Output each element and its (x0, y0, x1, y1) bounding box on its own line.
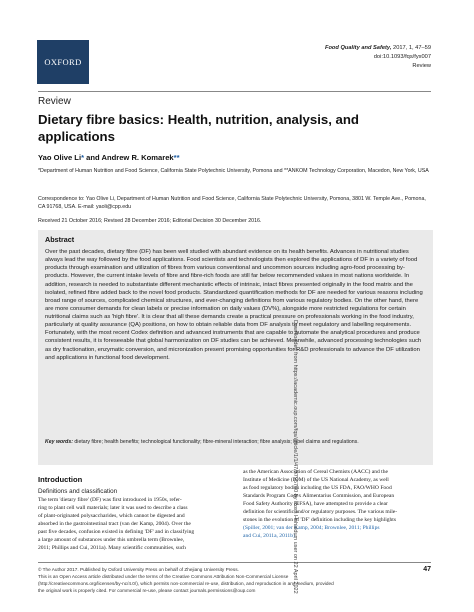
text-line: The term 'dietary fibre' (DF) was first introduced in 1950s, refer- (38, 497, 182, 503)
text-line: ring to plant cell wall materials; later it was used to describe a class (38, 505, 188, 512)
intro-heading: Introduction (38, 475, 83, 484)
citation-link[interactable]: and Cui, 2011a, 2011b) (243, 533, 295, 540)
article-title: Dietary fibre basics: Health, nutrition, analysis, and applications (38, 112, 359, 144)
text-line: of plant-originated polysaccharides, which cannot be digested and (38, 513, 185, 520)
author-conjunction: and (84, 153, 102, 162)
permissions-line: the original work is properly cited. For commercial re-use, please contact journals.permissions@oup.com (38, 588, 256, 593)
journal-citation: 2017, 1, 47–59 (391, 45, 431, 51)
license-url-line[interactable]: (http://creativecommons.org/licenses/by-nc/4.0/), which permits non-commercial re-use, distribution, and reproduction in any medium, provided (38, 581, 334, 586)
logo-text: OXFORD (44, 57, 82, 67)
text-line: stones in the evolution of 'DF' definition including the key highlights (243, 517, 396, 524)
author-mark: ** (173, 153, 180, 162)
article-type: Review (412, 63, 431, 69)
oxford-logo (37, 40, 89, 84)
footer-divider (38, 562, 431, 563)
copyright-line: © The Author 2017. Published by Oxford University Press on behalf of Zhejiang University Press. (38, 567, 239, 572)
text-line: as the American Association of Cereal Chemists (AACC) and the (243, 469, 388, 475)
section-label: Review (38, 96, 71, 107)
journal-name: Food Quality and Safety, (324, 45, 392, 51)
article-dates: Received 21 October 2016; Revised 28 December 2016; Editorial Decision 30 December 2016. (38, 218, 262, 224)
citation-link[interactable]: (Spiller, 2001; van der Kamp, 2004; Brownlee, 2011; Phillips (243, 525, 380, 532)
abstract-text: Over the past decades, dietary fibre (DF) has been well studied with abundant evidence on its health benefits. Advances in nutritional studies always lead the way followed by the food applications. Food scientists and technologists then explored the applications of DF in a variety of food products through examination and utilization of fibres from various conventional and uncommon sources including agro-food processing by-products. However, the current intake levels of fibre and fibre-rich foods are still far below recommended values in most nations worldwide. In addition, research is needed to substantiate different mechanistic effects of intrinsic, intact fibres presented originally in the food matrix and the isolated, refined fibre added back to the novel food products. Standardized quantification methods for DF are needed for various reasons including broad range of sources, complicated chemical structures, and ever-changing definitions from various regulatory bodies. On the other hand, there are more consumer demands for clean labels or precise information on daily values (DV%), alongside more restricted regulations for certain nutritional claims such as 'high fibre'. It is clear that all these demands create a practical pressure on professionals working in the food industry, particularly at quality assurance (QA) positions, on how to obtain reliable data from DF analysis to meet regulatory and labelling requirements. Fortunately, with the most recent Codex definition and advanced instruments that are capable to automate the analytical procedures and produce consistent results, it is foreseeable that global harmonization on DF studies can be achieved. Meanwhile, advanced processing technologies such as dry fractionation, enzymatic conversion, and micronization present promising opportunities for R&D professionals to advance the DF utilization and applications in functional food development. (45, 249, 423, 361)
journal-doi[interactable]: doi:10.1093/fqs/fyx007 (373, 54, 431, 60)
correspondence: Correspondence to: Yao Olive Li, Department of Human Nutrition and Food Science, California State Polytechnic University, Pomona, 3801 W. Temple Ave., Pomona, CA 91768, USA. E-mail: yaoli@cpp.edu (38, 196, 426, 211)
download-notice-text: Downloaded from https://academic.oup.com/fqs/article/1/1/47/3795700 by Ross Hohaldum user on 22 April 2022 (292, 320, 298, 594)
author-name[interactable]: Andrew R. Komarek (101, 153, 174, 162)
license-footer (38, 566, 433, 594)
text-line: past five decades, confusion existed in defining 'DF' and in classifying (38, 529, 195, 536)
text-line: definition for scientific and/or regulatory purposes. The various mile- (243, 509, 398, 516)
intro-right-column (243, 468, 433, 540)
author-mark: * (81, 153, 85, 162)
page-number: 47 (423, 566, 431, 573)
header-divider (38, 91, 431, 92)
text-line: a large amount of substances under this umbrella term (Brownlee, (38, 537, 185, 544)
keywords-list: dietary fibre; health benefits; technological functionality; fibre-mineral interaction; fibre analysis; label claims and regulations. (72, 439, 359, 445)
text-line: Institute of Medicine (IOM) of the US National Academy, as well (243, 477, 389, 484)
text-line: absorbed in the gastrointestinal tract (van der Kamp, 2004). Over the (38, 521, 191, 528)
text-line: 2011; Phillips and Cui, 2011a). Many scientific communities, such (38, 545, 186, 552)
text-line: Food Safety Authority (EFSA), have attempted to provide a clear (243, 501, 388, 508)
abstract-heading: Abstract (45, 235, 75, 244)
intro-left-column (38, 496, 230, 552)
keywords (45, 439, 427, 447)
author-name[interactable]: Yao Olive Li (38, 153, 82, 162)
affiliation: *Department of Human Nutrition and Food Science, California State Polytechnic University, Pomona and **ANKOM Technology Corporation, Macedon, New York, USA (38, 168, 429, 174)
journal-info (325, 44, 431, 71)
author-list (38, 153, 180, 162)
keywords-label: Key words: (45, 439, 73, 445)
text-line: Standards Program Codex Alimentarius Commission, and European (243, 493, 395, 500)
definitions-subheading: Definitions and classification (38, 488, 118, 495)
license-line: This is an Open Access article distributed under the terms of the Creative Commons Attribution Non-Commercial License (38, 574, 289, 579)
text-line: as food regulatory bodies including the US FDA, FAO/WHO Food (243, 485, 392, 492)
